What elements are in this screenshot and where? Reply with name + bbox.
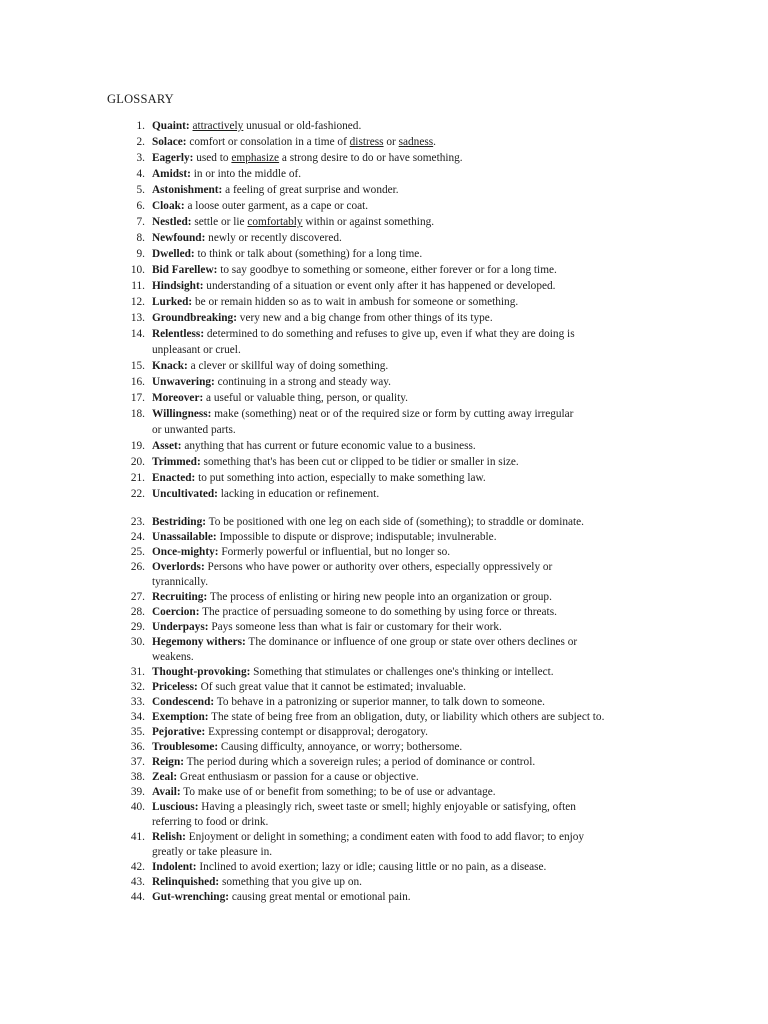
definition-text: comfort or consolation in a time of (186, 136, 350, 148)
glossary-entry (0, 118, 768, 134)
entry-number: 26. (130, 561, 145, 573)
entry-number: 8. (136, 232, 145, 244)
entry-text (152, 198, 662, 214)
entry-text (152, 166, 662, 182)
entry-number: 18. (130, 408, 145, 420)
entry-number: 27. (130, 591, 145, 603)
glossary-entry (0, 785, 768, 800)
entry-term: Priceless: (152, 681, 198, 693)
entry-text (152, 710, 662, 725)
glossary-entry (0, 635, 768, 665)
glossary-list-part-2 (0, 515, 768, 905)
glossary-entry (0, 530, 768, 545)
entry-number: 17. (130, 392, 145, 404)
glossary-entry (0, 890, 768, 905)
definition-text: to put something into action, especially to make something law. (195, 472, 486, 484)
definition-text: a feeling of great surprise and wonder. (222, 184, 399, 196)
glossary-entry (0, 278, 768, 294)
entry-text (152, 310, 662, 326)
entry-text (152, 635, 662, 665)
definition-text: The period during which a sovereign rules; a period of dominance or control. (184, 756, 536, 768)
entry-term: Luscious: (152, 801, 199, 813)
entry-number: 2. (136, 136, 145, 148)
definition-text: in or into the middle of. (190, 168, 302, 180)
glossary-entry (0, 620, 768, 635)
entry-text (152, 374, 662, 390)
entry-text (152, 150, 662, 166)
underlined-word: distress (349, 136, 384, 148)
entry-number: 23. (130, 516, 145, 528)
entry-number: 20. (130, 456, 145, 468)
underlined-word: comfortably (247, 216, 303, 228)
definition-text: to think or talk about (something) for a long time. (194, 248, 423, 260)
definition-text: Inclined to avoid exertion; lazy or idle; causing little or no pain, as a disease. (196, 861, 547, 873)
entry-text (152, 214, 662, 230)
entry-text (152, 560, 662, 590)
entry-term: Astonishment: (152, 184, 223, 196)
entry-text (152, 860, 662, 875)
entry-term: Bid Farellew: (152, 264, 218, 276)
entry-term: Dwelled: (152, 248, 195, 260)
definition-text: The process of enlisting or hiring new people into an organization or group. (207, 591, 552, 603)
definition-text: . (433, 136, 436, 148)
entry-text (152, 278, 662, 294)
entry-term: Exemption: (152, 711, 209, 723)
definition-text: To be positioned with one leg on each side of (something); to straddle or dominate. (205, 516, 584, 528)
definition-text: Great enthusiasm or passion for a cause or objective. (177, 771, 419, 783)
entry-text (152, 454, 662, 470)
definition-text: Persons who have power or authority over others, especially oppressively or (204, 561, 553, 573)
entry-term: Bestriding: (152, 516, 206, 528)
entry-number: 21. (130, 472, 145, 484)
entry-number: 39. (130, 786, 145, 798)
entry-text (152, 470, 662, 486)
definition-text: understanding of a situation or event only after it has happened or developed. (203, 280, 556, 292)
glossary-entry (0, 860, 768, 875)
glossary-entry (0, 800, 768, 830)
entry-term: Underpays: (152, 621, 209, 633)
entry-term: Lurked: (152, 296, 193, 308)
entry-term: Uncultivated: (152, 488, 218, 500)
entry-number: 30. (130, 636, 145, 648)
entry-number: 15. (130, 360, 145, 372)
glossary-entry (0, 560, 768, 590)
glossary-entry (0, 590, 768, 605)
definition-continuation: unpleasant or cruel. (152, 344, 241, 356)
definition-text: be or remain hidden so as to wait in ambush for someone or something. (192, 296, 519, 308)
entry-term: Gut-wrenching: (152, 891, 229, 903)
entry-text (152, 680, 662, 695)
entry-term: Unwavering: (152, 376, 215, 388)
entry-text (152, 620, 662, 635)
entry-text (152, 740, 662, 755)
entry-term: Condescend: (152, 696, 215, 708)
entry-text (152, 406, 662, 438)
entry-term: Trimmed: (152, 456, 201, 468)
entry-number: 13. (130, 312, 145, 324)
definition-text: unusual or old-fashioned. (243, 120, 362, 132)
definition-text: Impossible to dispute or disprove; indisputable; invulnerable. (216, 531, 497, 543)
entry-term: Unassailable: (152, 531, 217, 543)
entry-text (152, 830, 662, 860)
entry-term: Coercion: (152, 606, 200, 618)
underlined-word: sadness (398, 136, 434, 148)
glossary-entry (0, 214, 768, 230)
entry-text (152, 665, 662, 680)
entry-text (152, 800, 662, 830)
definition-text: The dominance or influence of one group or state over others declines or (245, 636, 578, 648)
entry-term: Moreover: (152, 392, 204, 404)
entry-text (152, 262, 662, 278)
entry-text (152, 134, 662, 150)
entry-term: Zeal: (152, 771, 178, 783)
entry-number: 35. (130, 726, 145, 738)
entry-text (152, 875, 662, 890)
entry-term: Newfound: (152, 232, 206, 244)
definition-text: a clever or skillful way of doing something. (187, 360, 389, 372)
definition-text: continuing in a strong and steady way. (214, 376, 391, 388)
entry-number: 3. (136, 152, 145, 164)
glossary-entry (0, 830, 768, 860)
entry-text (152, 390, 662, 406)
definition-text: determined to do something and refuses to give up, even if what they are doing is (204, 328, 575, 340)
definition-text: newly or recently discovered. (205, 232, 342, 244)
entry-number: 34. (130, 711, 145, 723)
entry-number: 14. (130, 328, 145, 340)
definition-text: The state of being free from an obligation, duty, or liability which others are subject to. (208, 711, 605, 723)
definition-continuation: referring to food or drink. (152, 816, 269, 828)
definition-text: settle or lie (191, 216, 248, 228)
glossary-entry (0, 710, 768, 725)
glossary-entry (0, 740, 768, 755)
entry-number: 33. (130, 696, 145, 708)
entry-term: Eagerly: (152, 152, 194, 164)
definition-text: anything that has current or future economic value to a business. (181, 440, 476, 452)
entry-number: 6. (136, 200, 145, 212)
underlined-word: attractively (192, 120, 244, 132)
entry-term: Solace: (152, 136, 187, 148)
definition-text: Enjoyment or delight in something; a condiment eaten with food to add flavor; to enjoy (185, 831, 585, 843)
entry-number: 11. (131, 280, 145, 292)
entry-text (152, 486, 662, 502)
entry-number: 37. (130, 756, 145, 768)
glossary-title: GLOSSARY (107, 92, 174, 106)
definition-continuation: weakens. (152, 651, 194, 663)
entry-text (152, 545, 662, 560)
definition-text: causing great mental or emotional pain. (229, 891, 411, 903)
entry-number: 9. (136, 248, 145, 260)
entry-number: 38. (130, 771, 145, 783)
glossary-list-part-1 (0, 118, 768, 502)
definition-text: Expressing contempt or disapproval; derogatory. (205, 726, 428, 738)
glossary-entry (0, 545, 768, 560)
glossary-entry (0, 310, 768, 326)
entry-text (152, 755, 662, 770)
glossary-entry (0, 770, 768, 785)
entry-term: Relinquished: (152, 876, 220, 888)
entry-term: Relish: (152, 831, 186, 843)
entry-number: 31. (130, 666, 145, 678)
definition-text: Something that stimulates or challenges one's thinking or intellect. (250, 666, 554, 678)
definition-text: a useful or valuable thing, person, or quality. (203, 392, 408, 404)
glossary-entry (0, 695, 768, 710)
entry-number: 44. (130, 891, 145, 903)
definition-text: or (383, 136, 399, 148)
definition-text: The practice of persuading someone to do something by using force or threats. (199, 606, 557, 618)
glossary-entry (0, 390, 768, 406)
glossary-entry (0, 665, 768, 680)
entry-term: Groundbreaking: (152, 312, 237, 324)
entry-number: 25. (130, 546, 145, 558)
glossary-entry (0, 166, 768, 182)
entry-number: 32. (130, 681, 145, 693)
glossary-entry (0, 454, 768, 470)
entry-number: 4. (136, 168, 145, 180)
entry-term: Avail: (152, 786, 181, 798)
entry-term: Hindsight: (152, 280, 204, 292)
entry-term: Pejorative: (152, 726, 206, 738)
entry-number: 7. (136, 216, 145, 228)
entry-number: 29. (130, 621, 145, 633)
glossary-entry (0, 230, 768, 246)
definition-text: Causing difficulty, annoyance, or worry; bothersome. (218, 741, 463, 753)
entry-text (152, 515, 662, 530)
definition-text: used to (193, 152, 232, 164)
entry-term: Amidst: (152, 168, 191, 180)
entry-text (152, 590, 662, 605)
entry-text (152, 725, 662, 740)
entry-text (152, 230, 662, 246)
glossary-entry (0, 725, 768, 740)
entry-number: 19. (130, 440, 145, 452)
glossary-entry (0, 374, 768, 390)
definition-text: something that you give up on. (219, 876, 362, 888)
entry-term: Once-mighty: (152, 546, 219, 558)
glossary-entry (0, 198, 768, 214)
entry-number: 41. (130, 831, 145, 843)
glossary-entry (0, 406, 768, 438)
entry-term: Cloak: (152, 200, 185, 212)
entry-number: 24. (130, 531, 145, 543)
entry-text (152, 770, 662, 785)
definition-text: a strong desire to do or have something. (279, 152, 463, 164)
entry-text (152, 438, 662, 454)
glossary-entry (0, 246, 768, 262)
entry-text (152, 326, 662, 358)
entry-text (152, 182, 662, 198)
definition-text: to say goodbye to something or someone, either forever or for a long time. (217, 264, 557, 276)
glossary-entry (0, 294, 768, 310)
entry-number: 12. (130, 296, 145, 308)
definition-text: a loose outer garment, as a cape or coat. (184, 200, 369, 212)
entry-term: Recruiting: (152, 591, 208, 603)
entry-number: 5. (136, 184, 145, 196)
entry-number: 43. (130, 876, 145, 888)
entry-term: Willingness: (152, 408, 212, 420)
entry-number: 42. (130, 861, 145, 873)
entry-text (152, 890, 662, 905)
entry-number: 22. (130, 488, 145, 500)
entry-term: Troublesome: (152, 741, 219, 753)
glossary-entry (0, 875, 768, 890)
glossary-entry (0, 262, 768, 278)
entry-term: Relentless: (152, 328, 205, 340)
entry-term: Nestled: (152, 216, 192, 228)
definition-text: within or against something. (302, 216, 435, 228)
glossary-entry (0, 182, 768, 198)
definition-text: lacking in education or refinement. (217, 488, 380, 500)
glossary-entry (0, 515, 768, 530)
definition-text: Pays someone less than what is fair or customary for their work. (208, 621, 502, 633)
entry-text (152, 294, 662, 310)
definition-text: To make use of or benefit from something; to be of use or advantage. (180, 786, 496, 798)
entry-term: Indolent: (152, 861, 197, 873)
definition-text: Formerly powerful or influential, but no longer so. (218, 546, 451, 558)
entry-term: Reign: (152, 756, 185, 768)
definition-text: very new and a big change from other things of its type. (236, 312, 493, 324)
entry-text (152, 118, 662, 134)
entry-number: 40. (130, 801, 145, 813)
entry-text (152, 695, 662, 710)
definition-continuation: tyrannically. (152, 576, 209, 588)
glossary-entry (0, 755, 768, 770)
definition-text: To behave in a patronizing or superior manner, to talk down to someone. (214, 696, 545, 708)
definition-text: something that's has been cut or clipped to be tidier or smaller in size. (200, 456, 519, 468)
definition-text: make (something) neat or of the required size or form by cutting away irregular (211, 408, 574, 420)
entry-text (152, 358, 662, 374)
definition-text: Having a pleasingly rich, sweet taste or smell; highly enjoyable or satisfying, often (198, 801, 576, 813)
entry-term: Hegemony withers: (152, 636, 246, 648)
glossary-entry (0, 150, 768, 166)
definition-continuation: or unwanted parts. (152, 424, 236, 436)
entry-number: 1. (136, 120, 145, 132)
glossary-entry (0, 326, 768, 358)
entry-text (152, 785, 662, 800)
definition-text: Of such great value that it cannot be estimated; invaluable. (197, 681, 467, 693)
glossary-entry (0, 470, 768, 486)
entry-term: Quaint: (152, 120, 190, 132)
glossary-entry (0, 486, 768, 502)
entry-term: Knack: (152, 360, 188, 372)
entry-term: Asset: (152, 440, 182, 452)
glossary-entry (0, 134, 768, 150)
glossary-entry (0, 605, 768, 620)
entry-number: 36. (130, 741, 145, 753)
entry-number: 16. (130, 376, 145, 388)
entry-term: Thought-provoking: (152, 666, 251, 678)
glossary-entry (0, 680, 768, 695)
entry-text (152, 605, 662, 620)
entry-term: Overlords: (152, 561, 205, 573)
entry-number: 28. (130, 606, 145, 618)
glossary-entry (0, 438, 768, 454)
entry-number: 10. (130, 264, 145, 276)
entry-text (152, 246, 662, 262)
underlined-word: emphasize (231, 152, 280, 164)
glossary-entry (0, 358, 768, 374)
entry-text (152, 530, 662, 545)
entry-term: Enacted: (152, 472, 196, 484)
definition-continuation: greatly or take pleasure in. (152, 846, 273, 858)
